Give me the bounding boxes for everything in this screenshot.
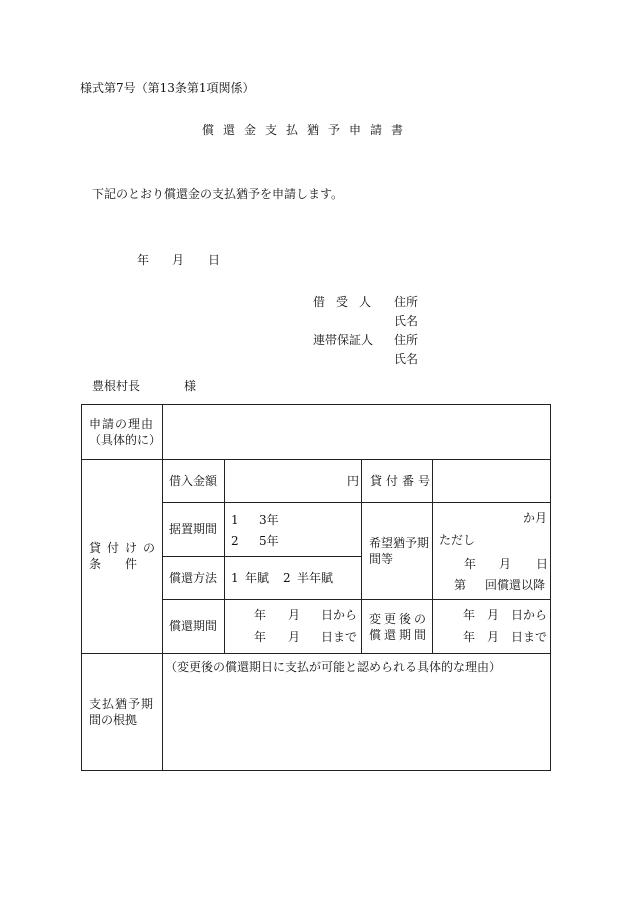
row-divider-reason xyxy=(81,459,551,460)
loan-terms-label: 貸付けの xyxy=(89,541,162,555)
period-from-month: 月 xyxy=(288,608,301,622)
date-year-label: 年 xyxy=(137,253,150,267)
sub-label-column-divider xyxy=(224,459,225,653)
loan-amount-unit: 円 xyxy=(347,474,360,488)
row-divider-amount xyxy=(162,502,551,503)
changed-to-year: 年 xyxy=(463,630,476,644)
grace-option-2: 5年 xyxy=(259,534,279,548)
deferment-day: 日 xyxy=(536,557,549,571)
grace-option-1: 3年 xyxy=(259,513,279,527)
loan-amount-label: 借入金額 xyxy=(169,474,218,488)
row-divider-grace xyxy=(162,556,361,557)
borrower-label: 借受人 xyxy=(313,295,383,309)
changed-to: 日まで xyxy=(511,630,548,644)
date-month-label: 月 xyxy=(172,253,185,267)
borrower-address-label: 住所 xyxy=(394,295,419,309)
period-to: 日まで xyxy=(321,630,358,644)
date-day-label: 日 xyxy=(208,253,221,267)
table-border-bottom xyxy=(81,770,551,771)
repay-method-1-number: 1 xyxy=(231,571,239,585)
row-divider-method xyxy=(162,599,551,600)
application-table xyxy=(81,404,551,771)
period-to-year: 年 xyxy=(254,630,267,644)
basis-sublabel: 間の根拠 xyxy=(89,713,138,727)
basis-note: （変更後の償還期日に支払が可能と認められる具体的な理由） xyxy=(165,660,502,674)
deferment-round-prefix: 第 xyxy=(454,578,467,592)
addressee-name: 豊根村長 xyxy=(92,379,141,393)
borrower-name-label: 氏名 xyxy=(394,314,419,328)
guarantor-name-label: 氏名 xyxy=(394,352,419,366)
repay-period-label: 償還期間 xyxy=(169,619,218,633)
deferment-label: 希望猶予期 xyxy=(369,536,430,550)
period-to-month: 月 xyxy=(288,630,301,644)
changed-to-month: 月 xyxy=(487,630,500,644)
row-divider-terms xyxy=(81,653,551,654)
grace-period-label: 据置期間 xyxy=(169,522,218,536)
deferment-year: 年 xyxy=(464,557,477,571)
repay-method-2-number: 2 xyxy=(283,571,291,585)
intro-text: 下記のとおり償還金の支払猶予を申請します。 xyxy=(92,187,344,201)
changed-from-year: 年 xyxy=(463,608,476,622)
mid-column-divider xyxy=(361,459,362,653)
deferment-however: ただし xyxy=(439,533,476,547)
period-from: 日から xyxy=(321,608,358,622)
changed-from-month: 月 xyxy=(487,608,500,622)
label-column-divider xyxy=(162,404,163,771)
right-label-column-divider xyxy=(432,459,433,653)
table-border-top xyxy=(81,404,551,405)
repay-method-1: 年賦 xyxy=(245,571,270,585)
guarantor-label: 連帯保証人 xyxy=(313,333,374,347)
loan-number-label: 貸付番号 xyxy=(370,474,435,488)
changed-period-label: 変更後の xyxy=(369,612,430,626)
reason-label: 申請の理由 xyxy=(89,417,155,431)
loan-terms-sublabel: 条 件 xyxy=(89,557,138,571)
repay-method-2: 半年賦 xyxy=(297,571,334,585)
period-from-year: 年 xyxy=(254,608,267,622)
deferment-months: か月 xyxy=(523,511,548,525)
deferment-round-suffix: 回償還以降 xyxy=(485,578,546,592)
deferment-sublabel: 間等 xyxy=(369,552,394,566)
changed-period-sublabel: 償還期間 xyxy=(369,628,430,642)
changed-from: 日から xyxy=(511,608,548,622)
guarantor-address-label: 住所 xyxy=(394,333,419,347)
addressee-honorific: 様 xyxy=(184,379,197,393)
reason-sublabel: （具体的に） xyxy=(89,433,162,447)
grace-option-1-number: 1 xyxy=(231,513,239,527)
grace-option-2-number: 2 xyxy=(231,534,239,548)
deferment-month: 月 xyxy=(499,557,512,571)
form-number: 様式第7号（第13条第1項関係） xyxy=(80,81,255,95)
page-title: 償還金支払猶予申請書 xyxy=(202,123,413,137)
basis-label: 支払猶予期 xyxy=(89,697,155,711)
repay-method-label: 償還方法 xyxy=(169,571,218,585)
